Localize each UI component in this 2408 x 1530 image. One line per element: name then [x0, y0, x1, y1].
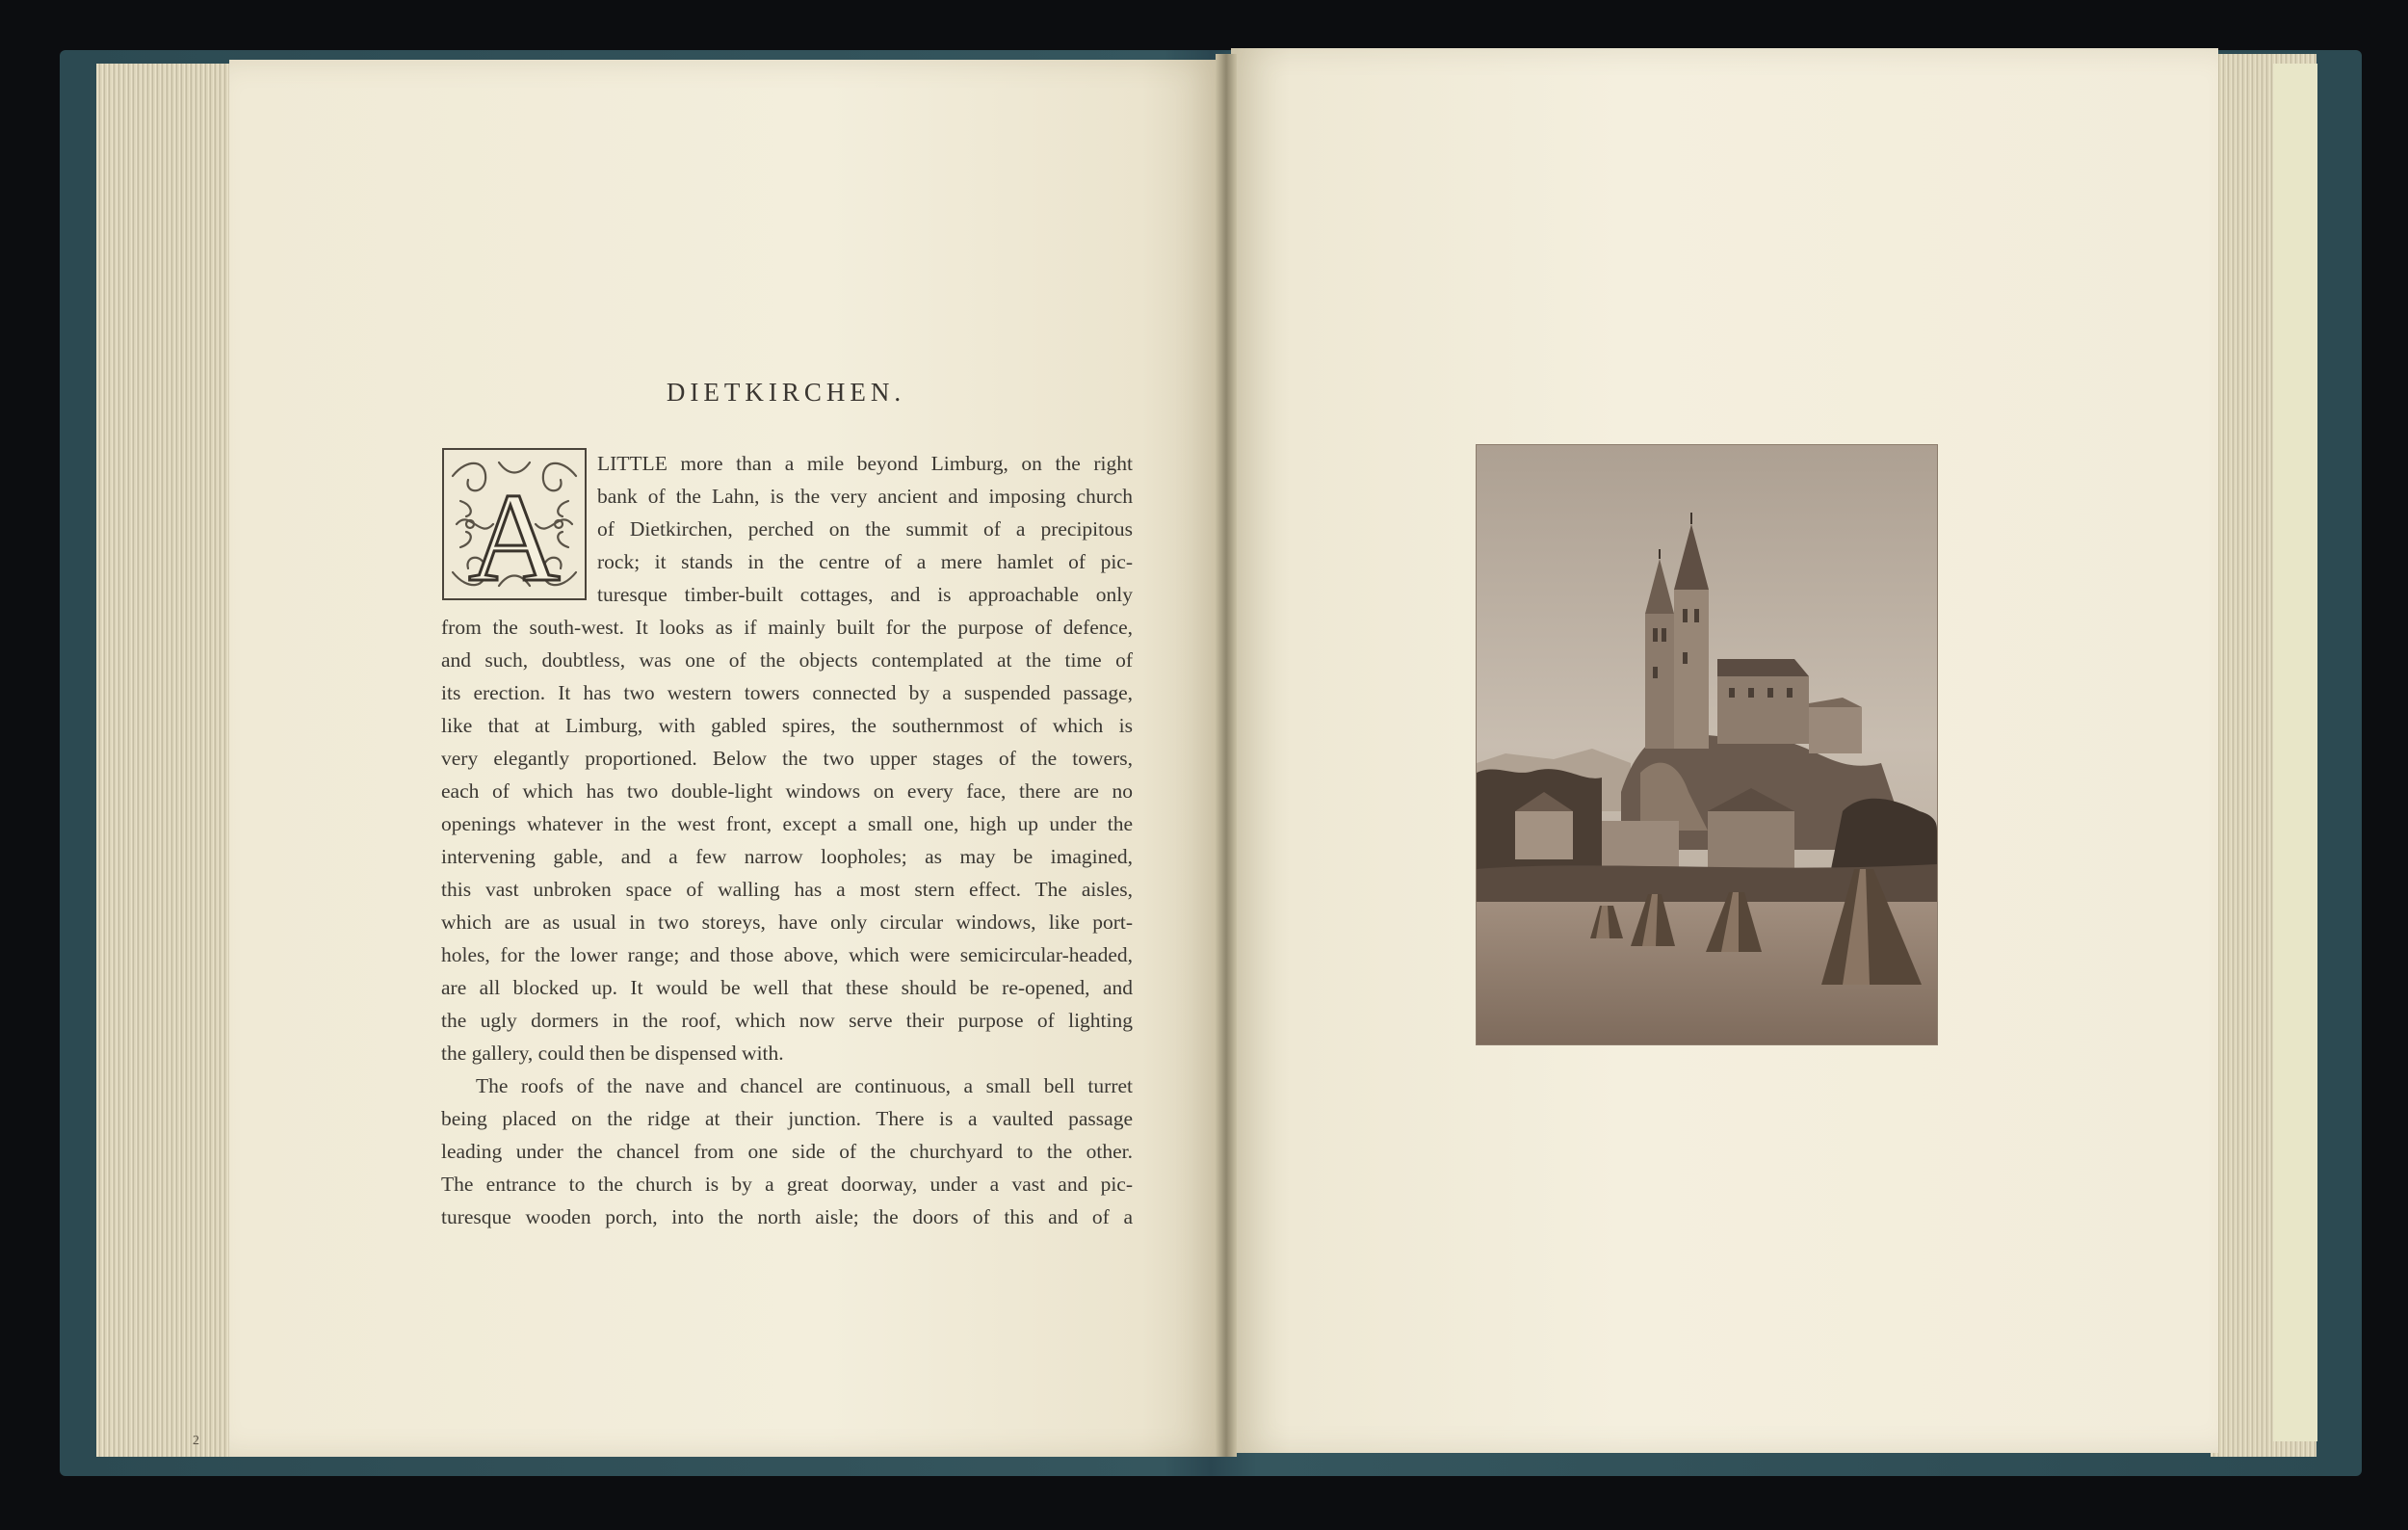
page-number: 2 — [193, 1434, 199, 1448]
text-line: and such, doubtless, was one of the objects contemplated at the time of — [441, 648, 1133, 672]
text-line: from the south-west. It looks as if mainly built for the purpose of defence, — [441, 616, 1133, 639]
text-line: being placed on the ridge at their junction. There is a vaulted passage — [441, 1107, 1133, 1130]
church-photograph — [1476, 444, 1938, 1045]
text-line: leading under the chancel from one side of the churchyard to the other. — [441, 1140, 1133, 1163]
text-line: turesque timber-built cottages, and is approachable only — [597, 583, 1133, 606]
text-line: of Dietkirchen, perched on the summit of a precipitous — [597, 517, 1133, 541]
text-line: the ugly dormers in the roof, which now serve their purpose of lighting — [441, 1009, 1133, 1032]
svg-text:A: A — [468, 466, 561, 601]
text-line: the gallery, could then be dispensed with. — [441, 1042, 784, 1065]
text-line: turesque wooden porch, into the north aisle; the doors of this and of a — [441, 1205, 1133, 1228]
body-text — [441, 447, 1133, 1233]
right-endpaper — [2273, 64, 2317, 1441]
text-line: its erection. It has two western towers connected by a suspended passage, — [441, 681, 1133, 704]
text-line: holes, for the lower range; and those above, which were semicircular-headed, — [441, 943, 1133, 966]
text-line: LITTLE more than a mile beyond Limburg, on the right — [597, 452, 1133, 475]
text-line: openings whatever in the west front, except a small one, high up under the — [441, 812, 1133, 835]
text-line: intervening gable, and a few narrow loopholes; as may be imagined, — [441, 845, 1133, 868]
text-line: are all blocked up. It would be well that these should be re-opened, and — [441, 976, 1133, 999]
text-line: each of which has two double-light windows on every face, there are no — [441, 779, 1133, 803]
text-line: bank of the Lahn, is the very ancient and imposing church — [597, 485, 1133, 508]
book-gutter — [1216, 54, 1237, 1457]
text-line: The entrance to the church is by a great doorway, under a vast and pic- — [441, 1173, 1133, 1196]
text-line: like that at Limburg, with gabled spires, the southernmost of which is — [441, 714, 1133, 737]
text-line: this vast unbroken space of walling has a most stern effect. The aisles, — [441, 878, 1133, 901]
left-page-edges — [96, 64, 241, 1457]
text-line: very elegantly proportioned. Below the two upper stages of the towers, — [441, 747, 1133, 770]
chapter-title: DIETKIRCHEN. — [666, 378, 906, 407]
text-line: rock; it stands in the centre of a mere hamlet of pic- — [597, 550, 1133, 573]
text-line: which are as usual in two storeys, have only circular windows, like port- — [441, 910, 1133, 934]
text-line: The roofs of the nave and chancel are continuous, a small bell turret — [476, 1074, 1133, 1097]
